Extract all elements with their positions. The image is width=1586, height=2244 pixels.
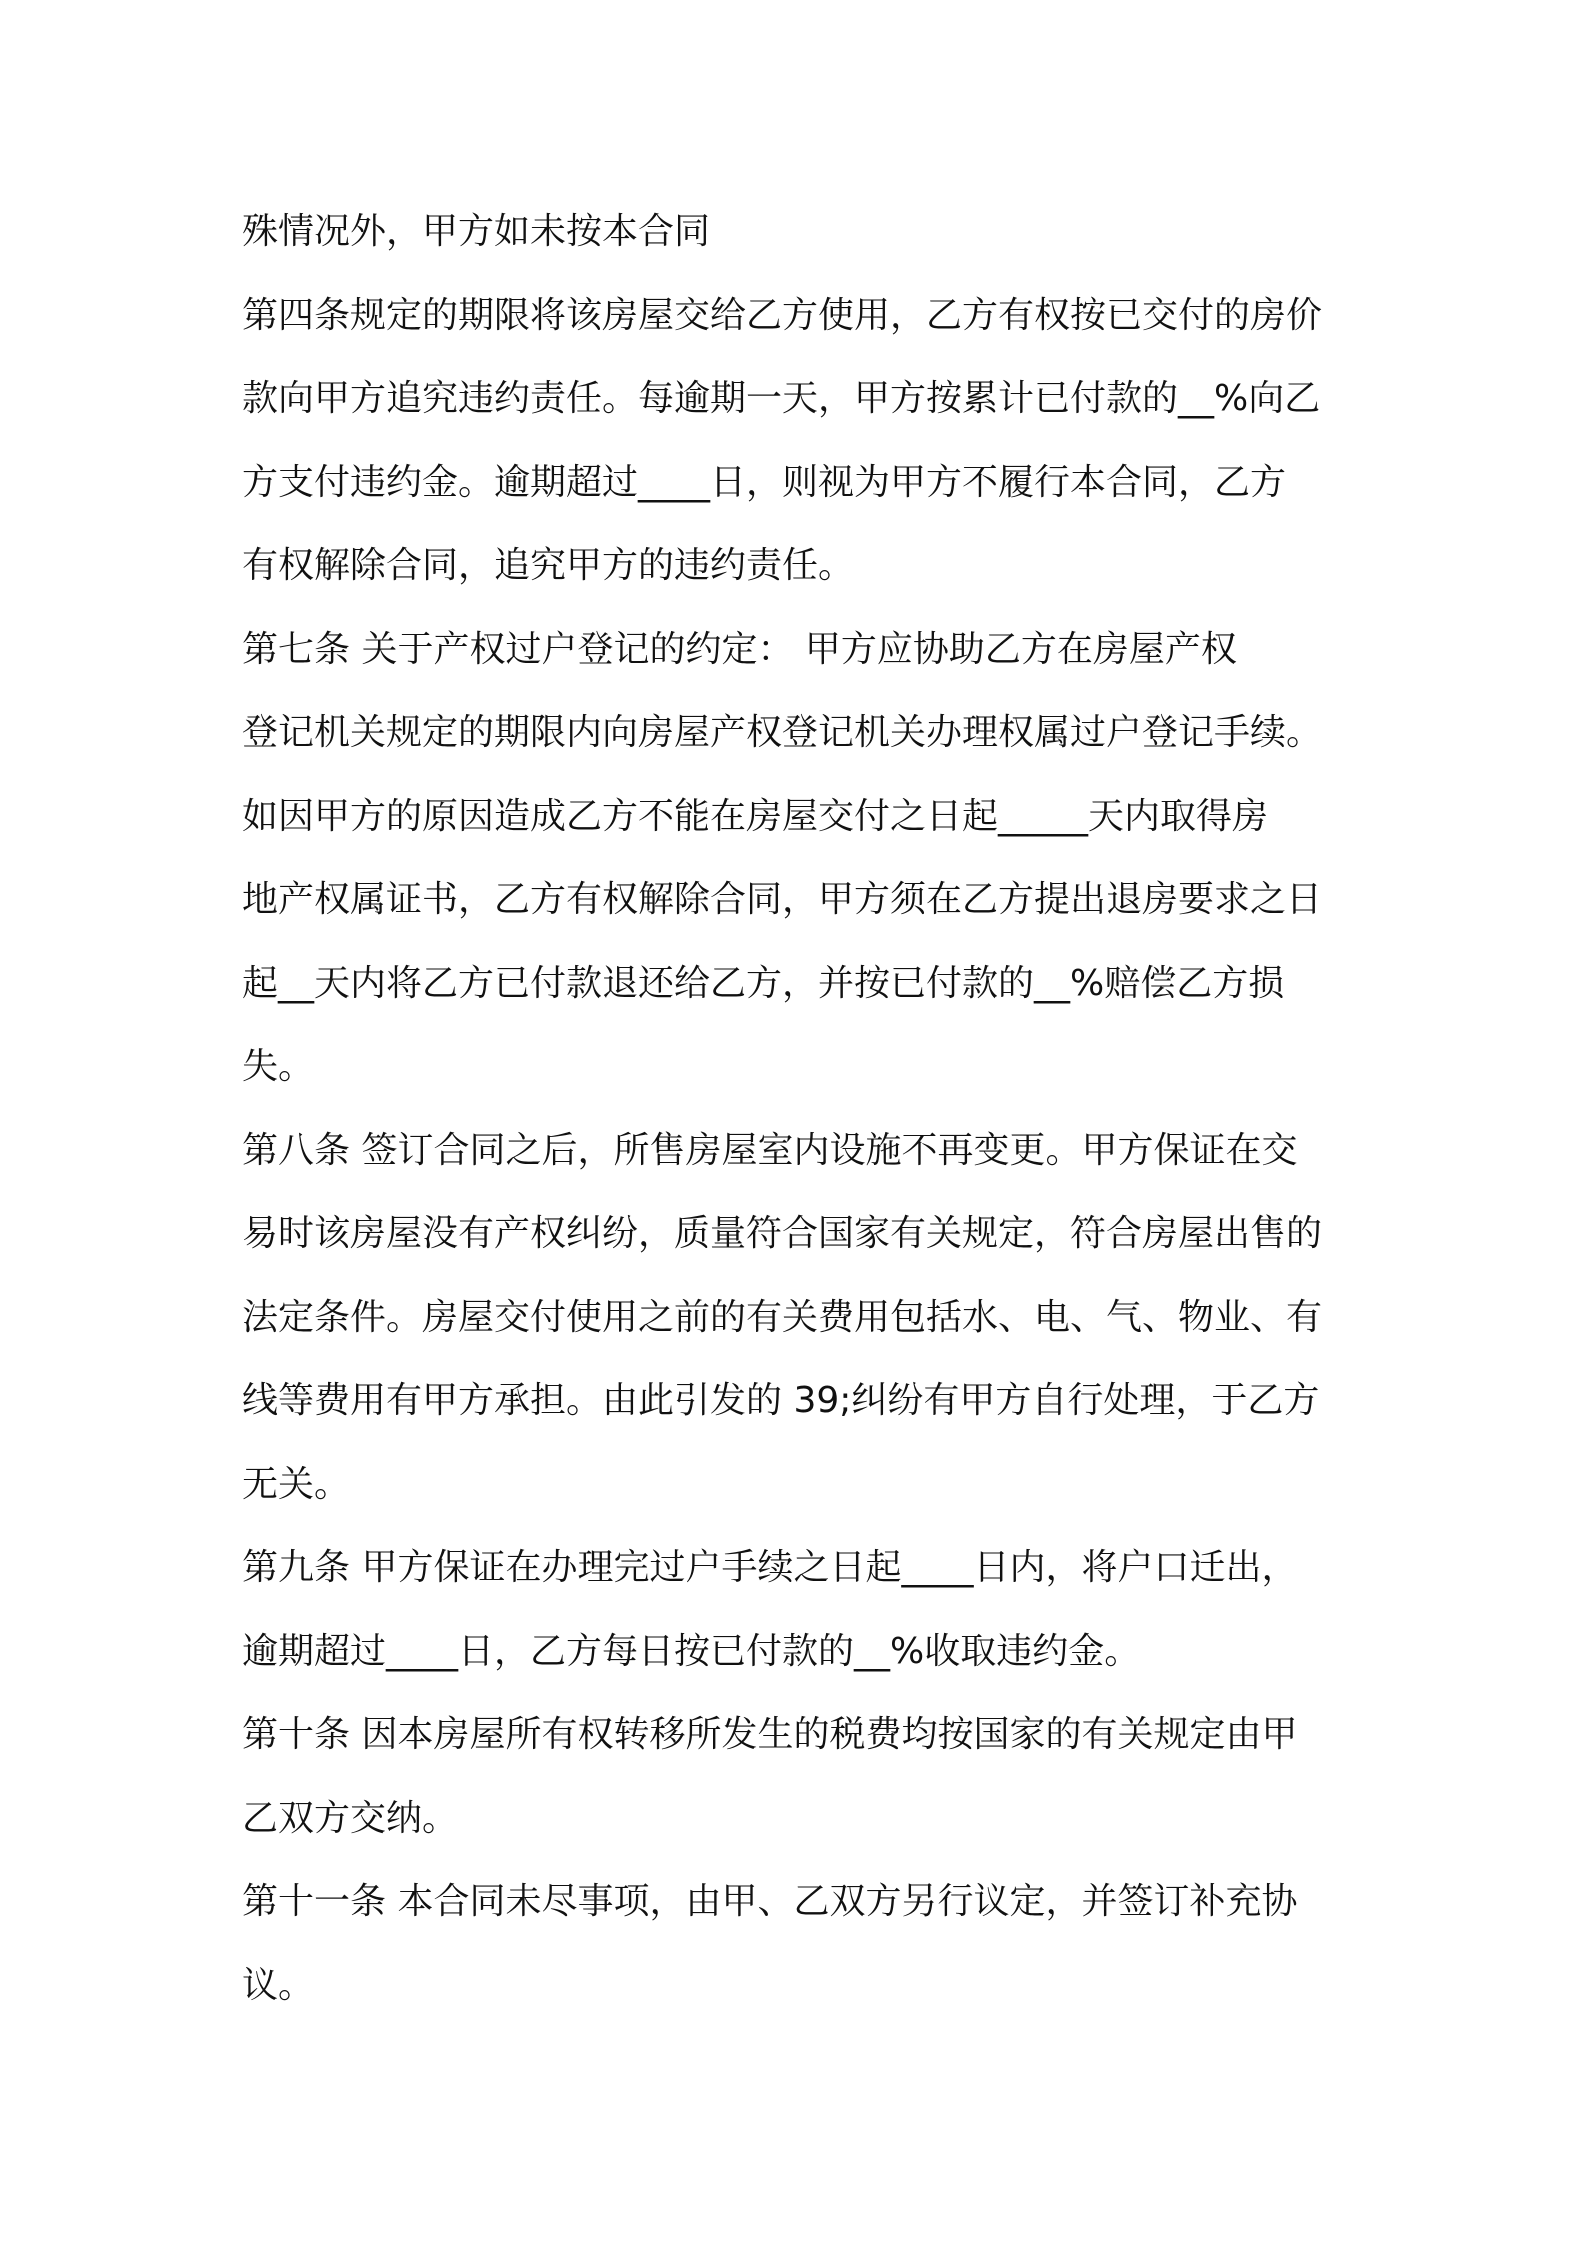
- text-line: 议。: [242, 1964, 315, 2006]
- text-line: 逾期超过____日，乙方每日按已付款的__%收取违约金。: [242, 1630, 1141, 1672]
- text-line: 法定条件。房屋交付使用之前的有关费用包括水、电、气、物业、有: [242, 1296, 1323, 1338]
- text-line: 线等费用有甲方承担。由此引发的 39;纠纷有甲方自行处理，于乙方: [242, 1380, 1320, 1421]
- text-line: 第八条 签订合同之后，所售房屋室内设施不再变更。甲方保证在交: [242, 1129, 1298, 1171]
- text-line: 方支付违约金。逾期超过____日，则视为甲方不履行本合同，乙方: [242, 461, 1287, 503]
- text-line: 第九条 甲方保证在办理完过户手续之日起____日内，将户口迁出，: [242, 1547, 1298, 1588]
- text-line: 第七条 关于产权过户登记的约定： 甲方应协助乙方在房屋产权: [242, 628, 1237, 670]
- text-line: 登记机关规定的期限内向房屋产权登记机关办理权属过户登记手续。: [242, 712, 1323, 753]
- text-line: 易时该房屋没有产权纠纷，质量符合国家有关规定，符合房屋出售的: [242, 1213, 1323, 1254]
- text-line: 第四条规定的期限将该房屋交给乙方使用，乙方有权按已交付的房价: [242, 294, 1323, 336]
- contract-text: [242, 190, 1357, 2027]
- text-line: 如因甲方的原因造成乙方不能在房屋交付之日起_____天内取得房: [242, 795, 1269, 837]
- text-line: 第十条 因本房屋所有权转移所发生的税费均按国家的有关规定由甲: [242, 1714, 1298, 1755]
- text-line: 起__天内将乙方已付款退还给乙方，并按已付款的__%赔偿乙方损: [242, 962, 1285, 1004]
- text-line: 第十一条 本合同未尽事项，由甲、乙双方另行议定，并签订补充协: [242, 1881, 1298, 1922]
- text-line: 殊情况外，甲方如未按本合同: [242, 211, 711, 252]
- text-line: 失。: [242, 1046, 315, 1087]
- text-line: 有权解除合同，追究甲方的违约责任。: [242, 545, 855, 586]
- text-line: 无关。: [242, 1463, 351, 1505]
- text-line: 乙双方交纳。: [242, 1797, 459, 1839]
- text-line: 款向甲方追究违约责任。每逾期一天，甲方按累计已付款的__%向乙: [242, 378, 1321, 419]
- text-line: 地产权属证书，乙方有权解除合同，甲方须在乙方提出退房要求之日: [242, 879, 1323, 920]
